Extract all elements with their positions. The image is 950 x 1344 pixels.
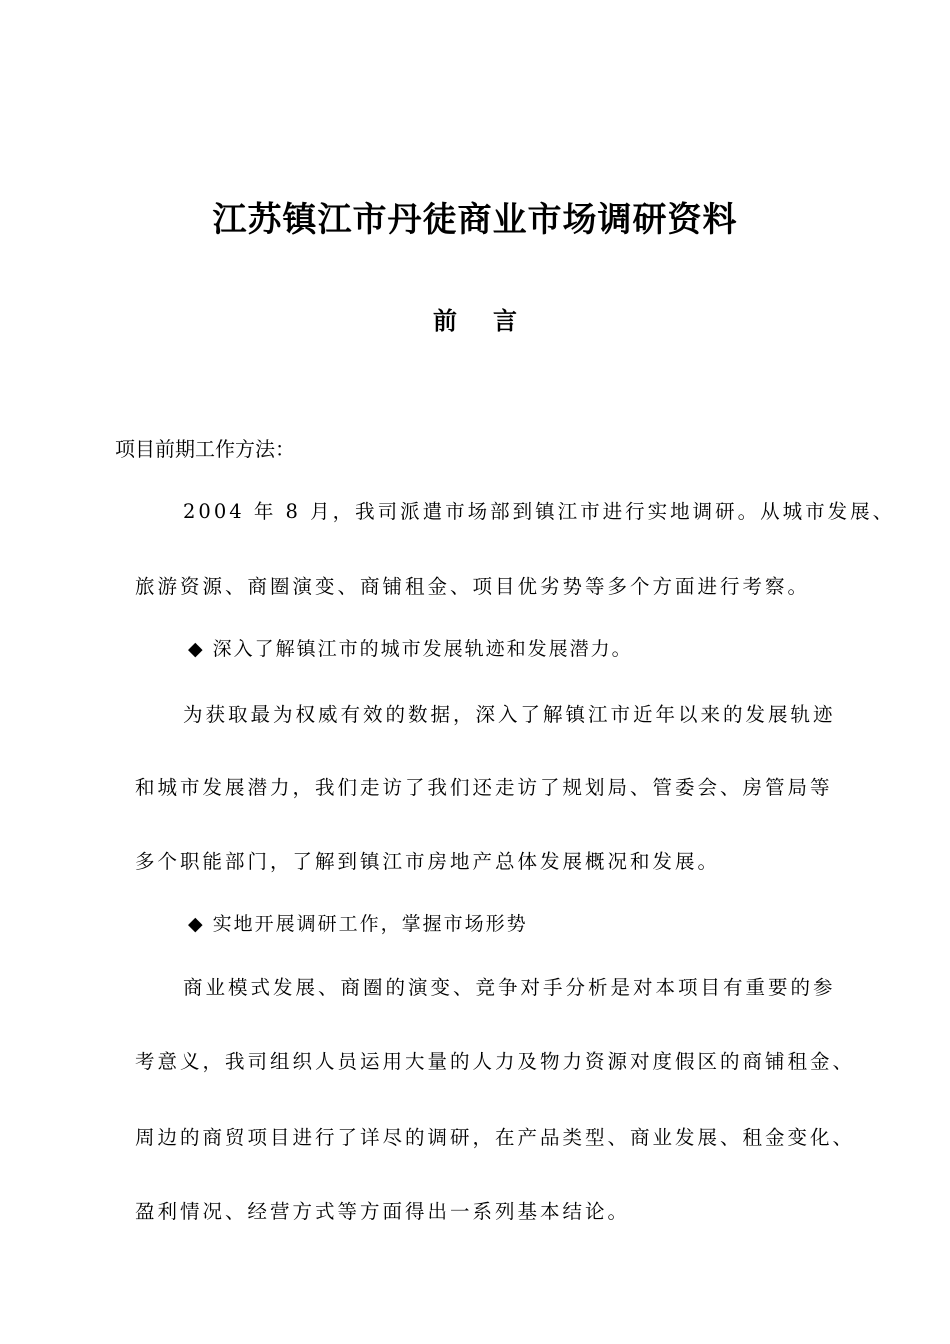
paragraph-3-line-2: 考意义，我司组织人员运用大量的人力及物力资源对度假区的商铺租金、 — [135, 1050, 856, 1073]
preface-heading: 前言 — [433, 307, 553, 335]
paragraph-3-line-1: 商业模式发展、商圈的演变、竞争对手分析是对本项目有重要的参 — [183, 976, 836, 999]
paragraph-2-line-1: 为获取最为权威有效的数据，深入了解镇江市近年以来的发展轨迹 — [183, 703, 836, 726]
bullet-item-2-text: 实地开展调研工作，掌握市场形势 — [212, 913, 528, 935]
bullet-item-1 — [188, 634, 633, 664]
paragraph-3-line-3: 周边的商贸项目进行了详尽的调研，在产品类型、商业发展、租金变化、 — [135, 1126, 856, 1149]
bullet-item-1-text: 深入了解镇江市的城市发展轨迹和发展潜力。 — [212, 638, 633, 660]
bullet-item-2 — [188, 909, 528, 939]
paragraph-1-line-2: 旅游资源、商圈演变、商铺租金、项目优劣势等多个方面进行考察。 — [135, 575, 811, 598]
section-heading: 项目前期工作方法： — [115, 437, 295, 461]
document-title: 江苏镇江市丹徒商业市场调研资料 — [212, 200, 738, 240]
paragraph-1-line-1: 2004 年 8 月，我司派遣市场部到镇江市进行实地调研。从城市发展、 — [183, 500, 896, 523]
diamond-bullet-icon: ◆ — [188, 638, 205, 660]
paragraph-2-line-2: 和城市发展潜力，我们走访了我们还走访了规划局、管委会、房管局等 — [135, 776, 833, 799]
diamond-bullet-icon: ◆ — [188, 913, 205, 935]
paragraph-2-line-3: 多个职能部门，了解到镇江市房地产总体发展概况和发展。 — [135, 850, 721, 873]
paragraph-3-line-4: 盈利情况、经营方式等方面得出一系列基本结论。 — [135, 1200, 631, 1223]
